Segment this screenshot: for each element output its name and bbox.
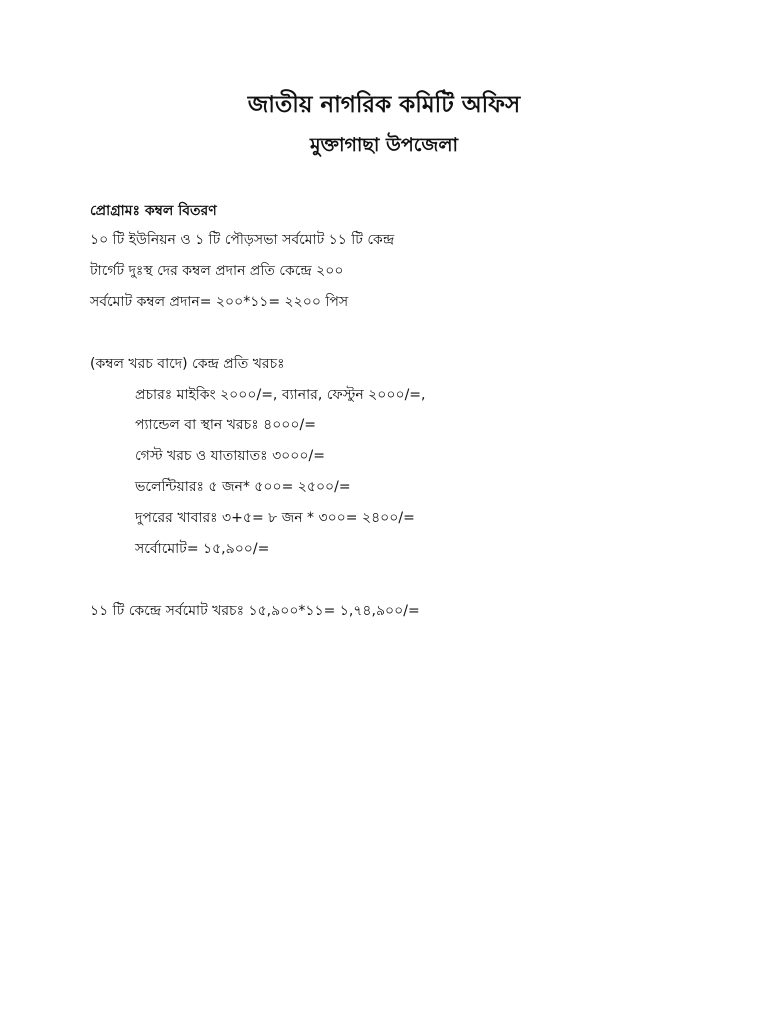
- text-line: ১০ টি ইউনিয়ন ও ১ টি পৌড়সভা সর্বমোট ১১ টি কেন্দ্র: [90, 232, 395, 248]
- cost-item: গেস্ট খরচ ও যাতায়াতঃ ৩০০০/=: [135, 448, 325, 464]
- cost-item: ভলেন্টিয়ারঃ ৫ জন* ৫০০= ২৫০০/=: [135, 479, 351, 495]
- cost-item: প্যান্ডেল বা স্থান খরচঃ ৪০০০/=: [135, 417, 316, 433]
- cost-heading: (কম্বল খরচ বাদে) কেন্দ্র প্রতি খরচঃ: [90, 356, 285, 372]
- document-title: জাতীয় নাগরিক কমিটি অফিস: [247, 92, 521, 118]
- cost-item: দুপরের খাবারঃ ৩+৫= ৮ জন * ৩০০= ২৪০০/=: [135, 510, 415, 526]
- cost-item: প্রচারঃ মাইকিং ২০০০/=, ব্যানার, ফেস্টুন ২০০০/=,: [135, 387, 426, 403]
- cost-subtotal: সর্বোমোট= ১৫,৯০০/=: [135, 541, 270, 557]
- program-line: প্রোগ্রামঃ কম্বল বিতরণ: [90, 203, 217, 219]
- grand-total: ১১ টি কেন্দ্রে সর্বমোট খরচঃ ১৫,৯০০*১১= ১,৭৪,৯০০/=: [90, 603, 420, 619]
- text-line: সর্বমোট কম্বল প্রদান= ২০০*১১= ২২০০ পিস: [90, 294, 349, 310]
- document-subtitle: মুক্তাগাছা উপজেলা: [309, 134, 459, 156]
- text-line: টার্গেট দুঃস্থ দের কম্বল প্রদান প্রতি কেন্দ্রে ২০০: [90, 263, 344, 279]
